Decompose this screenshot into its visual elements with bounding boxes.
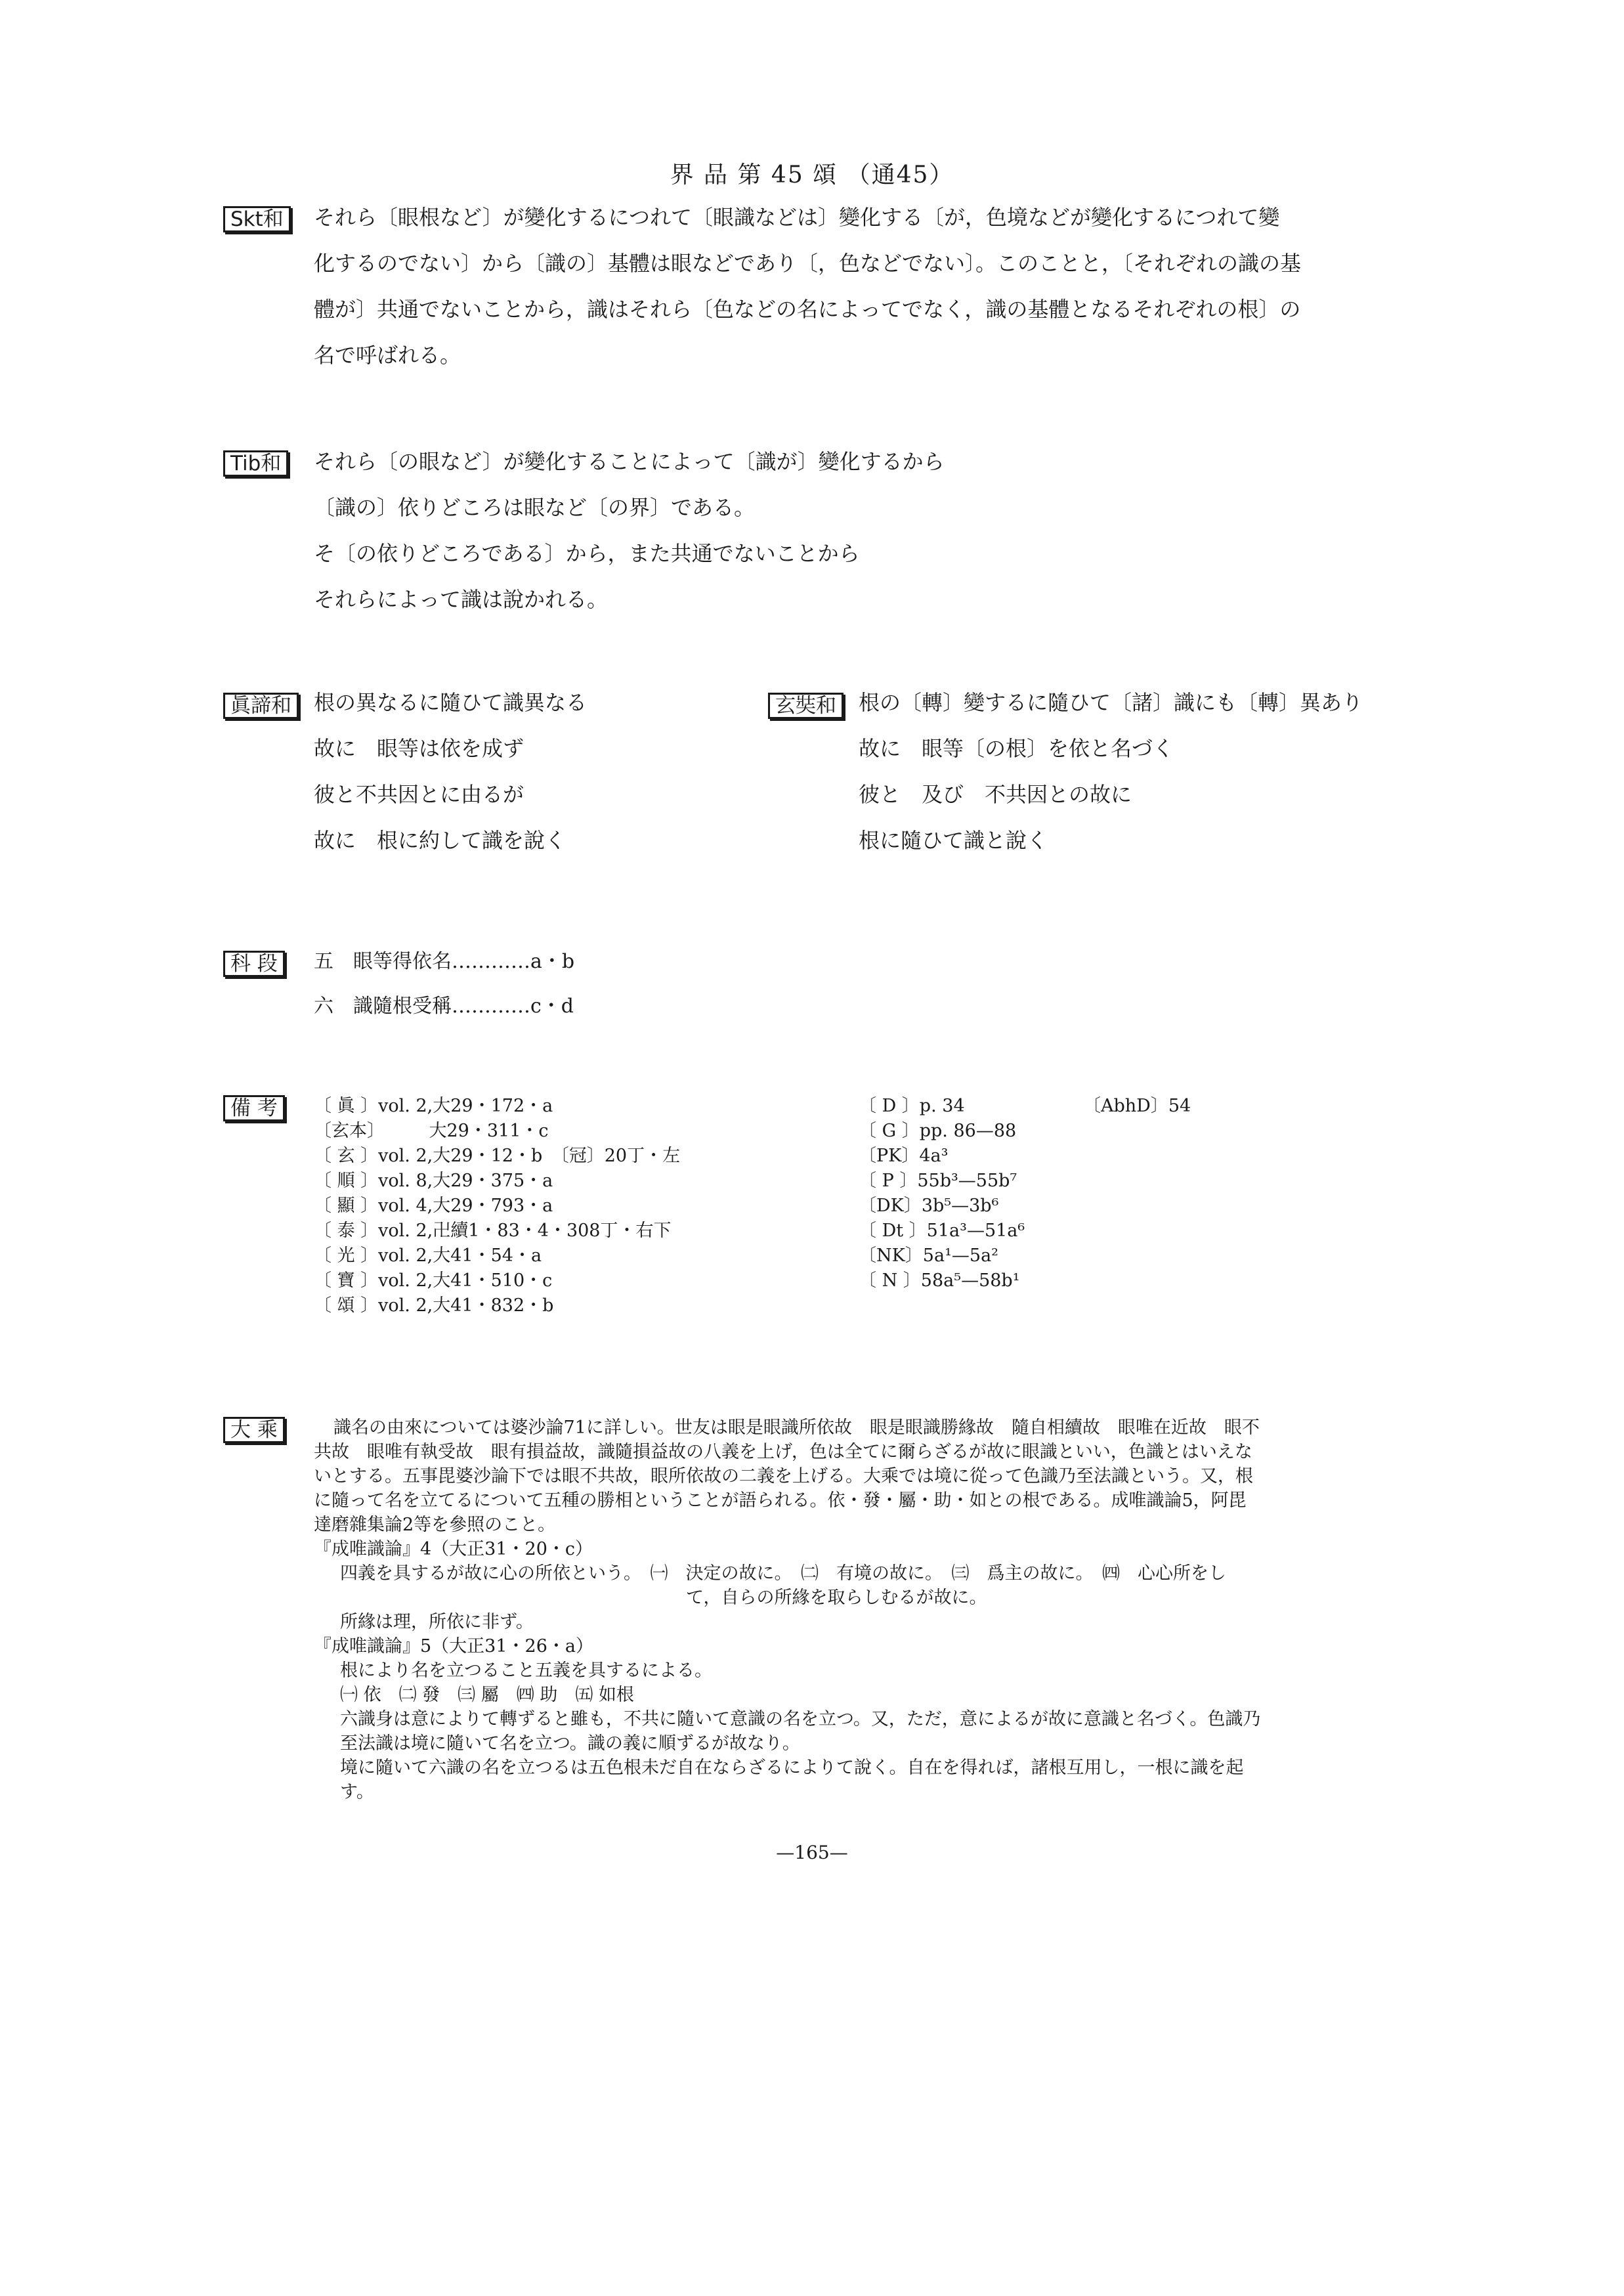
verse-line: 根に隨ひて識と說く <box>859 828 1048 853</box>
ref-line: 〔 泰 〕vol. 2,卍續1・83・4・308丁・右下 <box>314 1221 672 1241</box>
skt-line: 化するのでない〕から〔識の〕基體は眼などであり〔，色などでない〕。このことと，〔それぞれの識の基 <box>314 251 1302 276</box>
skt-label: Skt和 <box>223 206 291 232</box>
verse-line: 根の異なるに隨ひて識異なる <box>314 690 588 715</box>
biko-abhd-ref: 〔AbhD〕54 <box>1083 1096 1191 1116</box>
verse-line: 故に 眼等は依を成ず <box>314 736 524 761</box>
verse-line: 彼と不共因とに由るが <box>314 782 524 807</box>
skt-line: それら〔眼根など〕が變化するにつれて〔眼識などは〕變化する〔が，色境などが變化するにつれて變 <box>314 205 1280 230</box>
kadan-item: 五 眼等得依名…………a・b <box>314 950 575 973</box>
verse-line: 故に 眼等〔の根〕を依と名づく <box>859 736 1174 761</box>
ref-line: 〔PK〕4a³ <box>859 1146 949 1166</box>
ref-line: 〔 眞 〕vol. 2,大29・172・a <box>314 1096 553 1116</box>
kadan-label: 科 段 <box>223 951 285 977</box>
tib-line: それら〔の眼など〕が變化することによって〔識が〕變化するから <box>314 449 945 474</box>
tib-line: それらによって識は說かれる。 <box>314 587 609 612</box>
skt-line: 名で呼ばれる。 <box>314 343 461 368</box>
tib-line: そ〔の依りどころである〕から，また共通でないことから <box>314 541 860 566</box>
verse-line: 根の〔轉〕變するに隨ひて〔諸〕識にも〔轉〕異あり <box>859 690 1363 715</box>
ref-line: 〔 順 〕vol. 8,大29・375・a <box>314 1171 553 1191</box>
kadan-item: 六 識隨根受稱…………c・d <box>314 995 574 1018</box>
biko-label: 備 考 <box>223 1095 285 1121</box>
citation-line: 四義を具するが故に心の所依という。 ㈠ 決定の故に。 ㈡ 有境の故に。 ㈢ 爲主の故に。 ㈣ 心心所をし <box>340 1563 1226 1584</box>
ref-line: 〔 顯 〕vol. 4,大29・793・a <box>314 1196 553 1216</box>
citation-title: 『成唯識論』4（大正31・20・c） <box>314 1539 593 1559</box>
citation-title: 『成唯識論』5（大正31・26・a） <box>314 1636 593 1657</box>
ref-line: 〔NK〕5a¹—5a² <box>859 1245 998 1266</box>
ref-line: 〔DK〕3b⁵—3b⁶ <box>859 1196 999 1216</box>
citation-line: 境に隨いて六識の名を立つるは五色根未だ自在ならざるによりて說く。自在を得れば，諸根互用し，一根に識を起 <box>340 1758 1244 1778</box>
genjo-verse <box>859 680 1363 863</box>
biko-left-refs <box>314 1094 680 1318</box>
ref-line: 〔 光 〕vol. 2,大41・54・a <box>314 1245 542 1266</box>
genjo-label: 玄奘和 <box>768 693 844 719</box>
citation-line: 根により名を立つること五義を具するによる。 <box>340 1660 712 1681</box>
shindai-verse <box>314 680 587 863</box>
ref-line: 〔 D 〕p. 34 <box>859 1096 965 1116</box>
tib-text <box>314 439 945 622</box>
daijo-body <box>314 1416 1351 1804</box>
ref-line: 〔 N 〕58a⁵—58b¹ <box>859 1270 1020 1291</box>
citation-line: て，自らの所緣を取らしむるが故に。 <box>686 1588 987 1608</box>
shindai-label: 眞諦和 <box>223 693 299 719</box>
para-line: 共故 眼唯有執受故 眼有損益故，識隨損益故の八義を上げ，色は全てに爾らざるが故に眼識といい，色識とはいえな <box>314 1442 1252 1462</box>
page-number: —165— <box>776 1842 848 1863</box>
ref-line: 〔玄本〕 大29・311・c <box>314 1121 549 1141</box>
ref-line: 〔 寶 〕vol. 2,大41・510・c <box>314 1270 553 1291</box>
verse-line: 彼と 及び 不共因との故に <box>859 782 1132 807</box>
para-line: に隨って名を立てるについて五種の勝相ということが語られる。依・發・屬・助・如との根である。成唯識論5，阿毘 <box>314 1490 1247 1511</box>
biko-right-refs <box>859 1094 1025 1293</box>
ref-line: 〔 P 〕55b³—55b⁷ <box>859 1171 1017 1191</box>
skt-line: 體が〕共通でないことから，識はそれら〔色などの名によってでなく，識の基體となるそれぞれの根〕の <box>314 297 1301 322</box>
ref-line: 〔 玄 〕vol. 2,大29・12・b 〔冠〕20丁・左 <box>314 1146 681 1166</box>
ref-line: 〔 Dt 〕51a³—51a⁶ <box>859 1221 1025 1241</box>
citation-line: ㈠ 依 ㈡ 發 ㈢ 屬 ㈣ 助 ㈤ 如根 <box>340 1685 634 1705</box>
para-line: 達磨雜集論2等を參照のこと。 <box>314 1515 556 1535</box>
kadan-list <box>314 940 574 1029</box>
para-line: いとする。五事毘婆沙論下では眼不共故，眼所依故の二義を上げる。大乘では境に從って色識乃至法識という。又，根 <box>314 1466 1253 1486</box>
citation-line: 至法識は境に隨いて名を立つ。識の義に順ずるが故なり。 <box>340 1733 800 1754</box>
tib-line: 〔識の〕依りどころは眼など〔の界〕である。 <box>314 495 756 520</box>
skt-text <box>314 194 1301 378</box>
verse-line: 故に 根に約して識を說く <box>314 828 566 853</box>
page-title: 界 品 第 45 頌 （通45） <box>670 162 954 188</box>
tib-label: Tib和 <box>223 450 288 477</box>
citation-line: 六識身は意によりて轉ずると雖も，不共に隨いて意識の名を立つ。又，ただ，意によるが故に意識と名づく。色識乃 <box>340 1709 1261 1729</box>
ref-line: 〔 G 〕pp. 86—88 <box>859 1121 1017 1141</box>
citation-line: す。 <box>340 1782 374 1802</box>
citation-line: 所緣は理，所依に非ず。 <box>340 1612 534 1632</box>
para-line: 識名の由來については婆沙論71に詳しい。世友は眼是眼識所依故 眼是眼識勝緣故 隨自相續故 眼唯在近故 眼不 <box>333 1418 1260 1438</box>
ref-line: 〔 頌 〕vol. 2,大41・832・b <box>314 1295 554 1316</box>
daijo-label: 大 乘 <box>223 1417 285 1443</box>
